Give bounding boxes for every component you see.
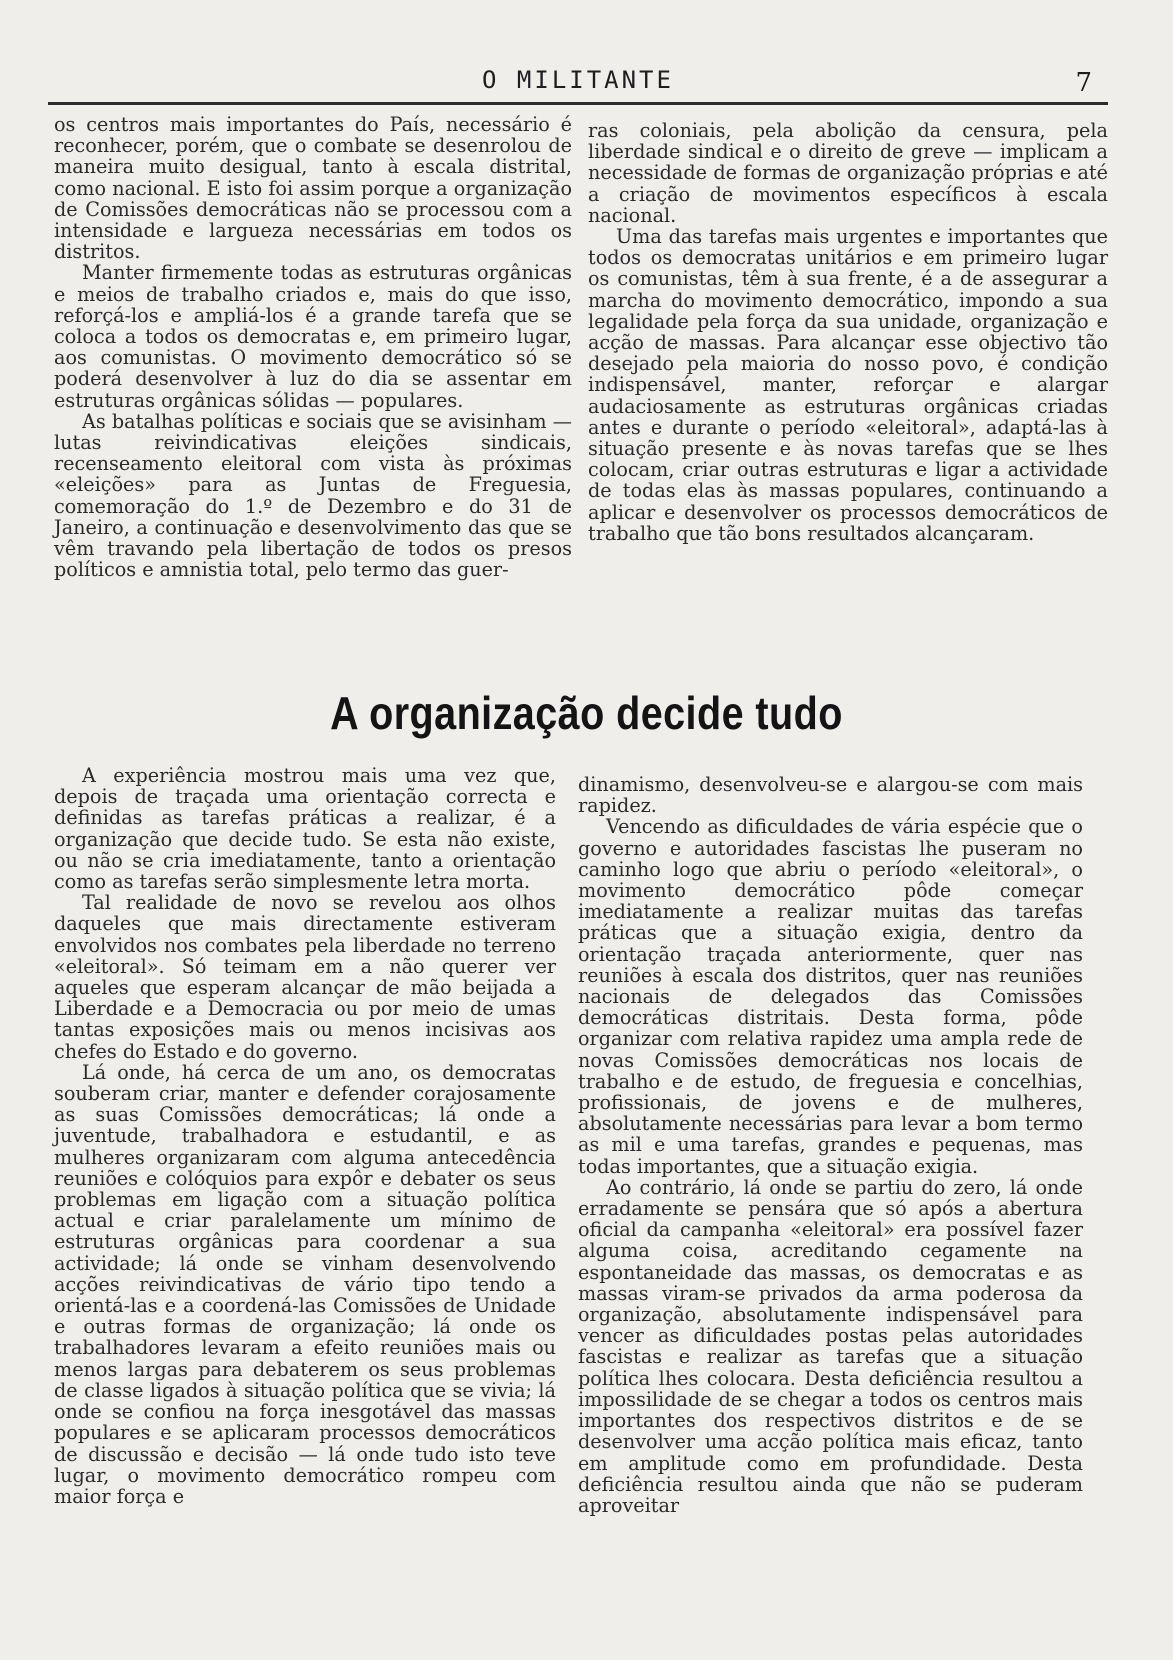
- bottom-article-left-column: [54, 765, 556, 1507]
- paragraph: dinamismo, desenvolveu-se e alargou-se com mais rapidez.: [578, 773, 1083, 818]
- paragraph: Vencendo as dificuldades de vária espécie que o governo e autoridades fascistas lhe puseram no caminho logo que abriu o período «eleitoral», o movimento democrático pôde começar imediatamente a realizar muitas das tarefas práticas que a situação exigia, dentro da orientação traçada anteriormente, quer nas reuniões à escala dos distritos, quer nas reuniões nacionais de delegados das Comissões democráticas distritais. Desta forma, pôde organizar com relativa rapidez uma ampla rede de novas Comissões democráticas nos locais de trabalho e de estudo, de freguesia e concelhias, profissionais, de jovens e de mulheres, absolutamente necessárias para levar a bom termo as mil e uma tarefas, grandes e pequenas, mas todas importantes, que a situação exigia.: [578, 815, 1083, 1178]
- paragraph: Ao contrário, lá onde se partiu do zero, lá onde erradamente se pensára que só após a abertura oficial da campanha «eleitoral» era possível fazer alguma coisa, acreditando cegamente na espontaneidade das massas, os democratas e as massas viram-se privados da arma poderosa da organização, absolutamente indispensável para vencer as dificuldades postas pelas autoridades fascistas e realizar as tarefas que a situação política lhes colocara. Desta deficiência resultou a impossilidade de se chegar a todos os centros mais importantes dos respectivos distritos e de se desenvolver uma acção política mais eficaz, tanto em amplitude como em profundidade. Desta deficiência resultou ainda que não se puderam aproveitar: [578, 1175, 1083, 1517]
- article-headline: A organização decide tudo: [330, 687, 843, 739]
- paragraph: os centros mais importantes do País, necessário é reconhecer, porém, que o combate se desenrolou de maneira muito desigual, tanto à escala distrital, como nacional. E isto foi assim porque a organização de Comissões democráticas não se processou com a intensidade e largueza necessárias em todos os distritos.: [54, 113, 572, 264]
- paragraph: Manter firmemente todas as estruturas orgânicas e meios de trabalho criados e, mais do que isso, reforçá-los e ampliá-los é a grande tarefa que se coloca a todos os democratas e, em primeiro lugar, aos comunistas. O movimento democrático só se poderá desenvolver à luz do dia se assentar em estruturas orgânicas sólidas — populares.: [54, 261, 572, 412]
- paragraph: Uma das tarefas mais urgentes e importantes que todos os democratas unitários e em primeiro lugar os comunistas, têm à sua frente, é a de assegurar a marcha do movimento democrático, impondo a sua legalidade pela força da sua unidade, organização e acção de massas. Para alcançar esse objectivo tão desejado pela maioria do nosso povo, é condição indispensável, manter, reforçar e alargar audaciosamente as estruturas orgânicas criadas antes e durante o período «eleitoral», adaptá-las à situação presente e às novas tarefas que se lhes colocam, criar outras estruturas e ligar a actividade de todas elas às massas populares, continuando a aplicar e desenvolver os processos democráticos de trabalho que tão bons resultados alcançaram.: [588, 225, 1108, 545]
- paragraph: Tal realidade de novo se revelou aos olhos daqueles que mais directamente estiveram envolvidos nos combates pela liberdade no terreno «eleitoral». Só teimam em a não querer ver aqueles que esperam alcançar de mão beijada a Liberdade e a Democracia ou por meio de umas tantas exposições mais ou menos incisivas aos chefes do Estado e do governo.: [54, 891, 556, 1063]
- journal-title: O MILITANTE: [482, 66, 674, 94]
- top-article-left-column: [54, 114, 572, 580]
- page-number: 7: [1075, 68, 1092, 98]
- bottom-article-right-column: [578, 774, 1083, 1516]
- page-header: [48, 62, 1108, 106]
- header-rule: [48, 102, 1108, 105]
- top-article-right-column: [588, 120, 1108, 544]
- paragraph: Lá onde, há cerca de um ano, os democratas souberam criar, manter e defender corajosamente as suas Comissões democráticas; lá onde a juventude, trabalhadora e estudantil, e as mulheres organizaram com alguma antecedência reuniões e colóquios para expôr e debater os seus problemas em ligação com a situação política actual e criar paralelamente um mínimo de estruturas orgânicas para coordenar a sua actividade; lá onde se vinham desenvolvendo acções reivindicativas de vário tipo tendo a orientá-las e a coordená-las Comissões de Unidade e outras formas de organização; lá onde os trabalhadores levaram a efeito reuniões mais ou menos largas para debaterem os seus problemas de classe ligados à situação política que se vivia; lá onde se confiou na força inesgotável das massas populares e se aplicaram processos democráticos de discussão e decisão — lá onde tudo isto teve lugar, o movimento democrático rompeu com maior força e: [54, 1060, 556, 1508]
- paragraph: ras coloniais, pela abolição da censura, pela liberdade sindical e o direito de greve — implicam a necessidade de formas de organização próprias e até a criação de movimentos específicos à escala nacional.: [588, 119, 1108, 227]
- paragraph: A experiência mostrou mais uma vez que, depois de traçada uma orientação correcta e definidas as tarefas práticas a realizar, é a organização que decide tudo. Se esta não existe, ou não se cria imediatamente, tanto a orientação como as tarefas serão simplesmente letra morta.: [54, 764, 556, 894]
- paragraph: As batalhas políticas e sociais que se avisinham — lutas reivindicativas eleições sindicais, recenseamento eleitoral com vista às próximas «eleições» para as Juntas de Freguesia, comemoração do 1.º de Dezembro e do 31 de Janeiro, a continuação e desenvolvimento das que se vêm travando pela libertação de todos os presos políticos e amnistia total, pelo termo das guer-: [54, 409, 572, 582]
